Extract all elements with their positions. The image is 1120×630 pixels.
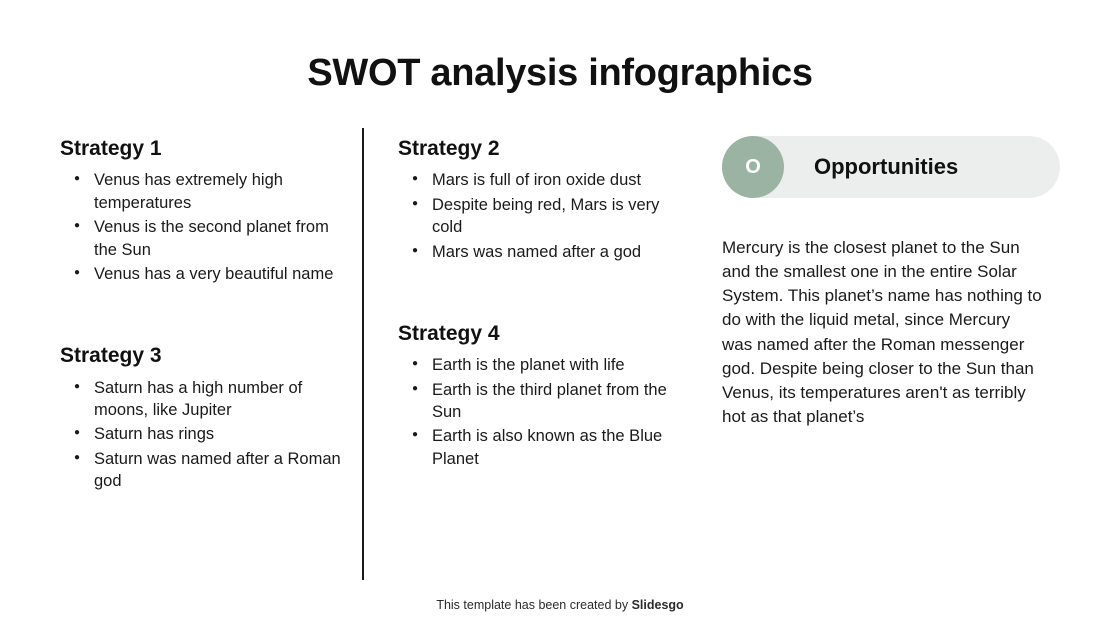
- strategy-4-title: Strategy 4: [398, 321, 500, 345]
- opportunities-badge-letter: O: [745, 155, 761, 178]
- opportunities-panel: [722, 136, 1060, 429]
- strategy-3-list: [60, 377, 350, 493]
- list-item: ● Mars is full of iron oxide dust: [432, 169, 688, 191]
- strategy-2-list: [398, 169, 688, 263]
- list-item: ● Venus has a very beautiful name: [94, 263, 350, 285]
- strategy-2-title: Strategy 2: [398, 137, 500, 160]
- list-item: ● Saturn has rings: [94, 423, 350, 445]
- list-item: ● Earth is also known as the Blue Planet: [432, 425, 688, 470]
- strategy-4-list: [398, 354, 688, 470]
- list-item: ● Earth is the third planet from the Sun: [432, 379, 688, 424]
- footer-credit: [0, 598, 1120, 612]
- footer-brand-link[interactable]: Slidesgo: [631, 598, 684, 612]
- opportunities-header: [722, 136, 1060, 198]
- opportunities-body-text: Mercury is the closest planet to the Sun and the smallest one in the entire Solar System. This planet’s name has nothing to do with the liquid metal, since Mercury was named after the Roman messenger god. Despite being closer to the Sun than Venus, its temperatures aren't as terribly hot as that planet’s: [722, 238, 1042, 426]
- footer-text: This template has been created by: [436, 598, 632, 612]
- strategy-block-4: [398, 321, 688, 470]
- list-item: ● Venus is the second planet from the Sun: [94, 216, 350, 261]
- list-item: ● Saturn was named after a Roman god: [94, 448, 350, 493]
- list-item: ● Mars was named after a god: [432, 241, 688, 263]
- strategy-block-3: [60, 343, 350, 492]
- vertical-divider: [362, 128, 364, 580]
- opportunities-badge: [722, 136, 784, 198]
- opportunities-label: Opportunities: [814, 154, 959, 179]
- list-item: ● Saturn has a high number of moons, like Jupiter: [94, 377, 350, 422]
- list-item: ● Venus has extremely high temperatures: [94, 169, 350, 214]
- strategy-1-title: Strategy 1: [60, 137, 162, 160]
- page-title: SWOT analysis infographics: [307, 52, 813, 94]
- column-strategies-right: [398, 136, 688, 472]
- strategy-block-2: [398, 136, 688, 263]
- list-item: ● Earth is the planet with life: [432, 354, 688, 376]
- list-item: ● Despite being red, Mars is very cold: [432, 194, 688, 239]
- strategy-3-title: Strategy 3: [60, 344, 162, 368]
- column-strategies-left: [60, 136, 350, 495]
- strategy-block-1: [60, 136, 350, 285]
- strategy-1-list: [60, 169, 350, 285]
